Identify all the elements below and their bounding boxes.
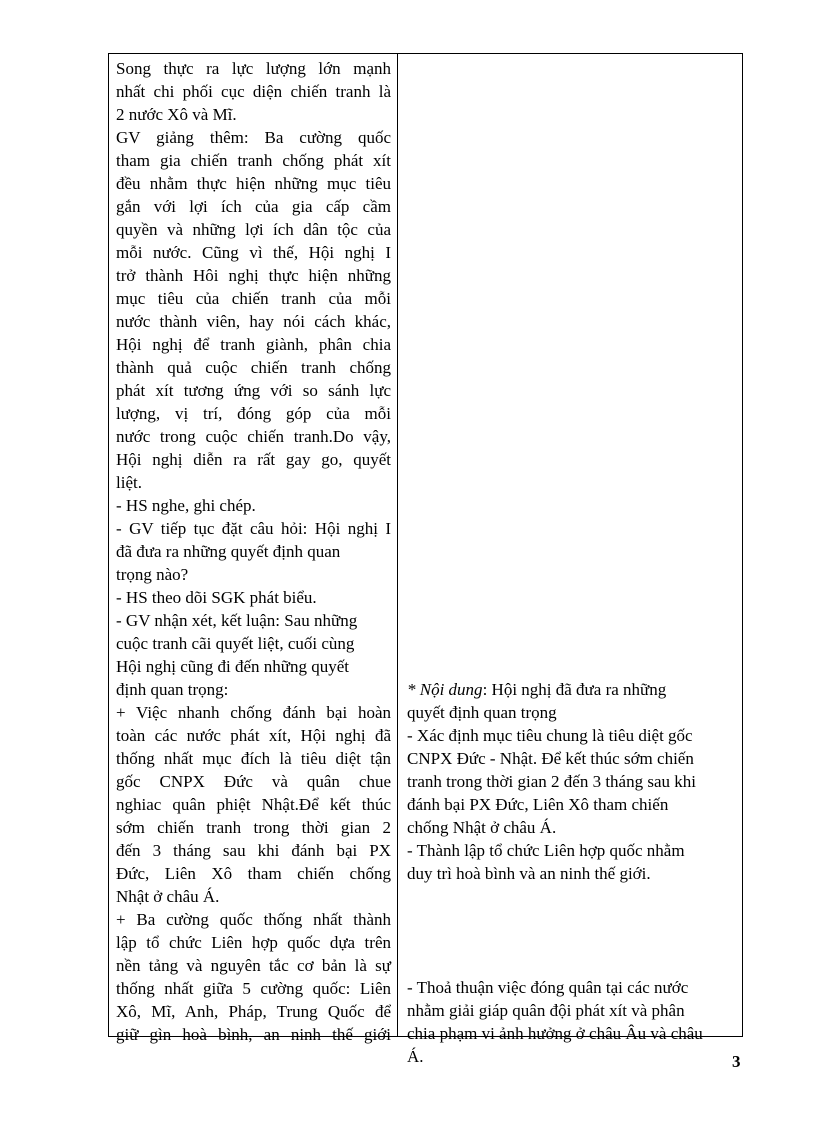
- right-lines-group-1: [407, 701, 734, 885]
- left-text-line: liệt.: [116, 473, 142, 492]
- left-text-line: trọng nào?: [116, 565, 189, 584]
- left-column-text: [116, 57, 391, 1046]
- left-text-line: Hội nghị diễn ra rất gay go, quyết: [116, 450, 391, 469]
- left-text-line: sớm chiến tranh trong thời gian 2: [116, 818, 391, 837]
- left-text-line: gốc CNPX Đức và quân chue: [116, 772, 391, 791]
- left-text-line: nước thành viên, hay nói cách khác,: [116, 312, 391, 331]
- left-text-line: giữ gìn hoà bình, an ninh thế giới: [116, 1025, 391, 1044]
- right-column-text-block-1: [407, 678, 734, 885]
- left-text-line: toàn các nước phát xít, Hội nghị đã: [116, 726, 391, 745]
- left-text-line: mục tiêu của chiến tranh của mỗi: [116, 289, 391, 308]
- right-text-line: - Thoả thuận việc đóng quân tại các nước: [407, 978, 689, 997]
- left-text-line: đều nhằm thực hiện những mục tiêu: [116, 174, 391, 193]
- right-text-line: - Xác định mục tiêu chung là tiêu diệt gốc: [407, 726, 693, 745]
- right-column: [398, 54, 742, 1066]
- left-text-line: Hội nghị để tranh giành, phân chia: [116, 335, 391, 354]
- left-text-line: lập tổ chức Liên hợp quốc dựa trên: [116, 933, 391, 952]
- right-text-line: - Thành lập tổ chức Liên hợp quốc nhằm: [407, 841, 685, 860]
- left-text-line: Nhật ở châu Á.: [116, 887, 220, 906]
- left-column: [109, 54, 398, 1044]
- left-text-line: + Việc nhanh chống đánh bại hoàn: [116, 703, 391, 722]
- left-text-line: - HS nghe, ghi chép.: [116, 496, 256, 515]
- right-text-line: tranh trong thời gian 2 đến 3 tháng sau khi: [407, 772, 696, 791]
- right-column-text-block-2: [407, 976, 734, 1068]
- left-text-line: - GV tiếp tục đặt câu hỏi: Hội nghị I: [116, 519, 391, 538]
- left-text-line: lượng, vị trí, đóng góp của mỗi: [116, 404, 391, 423]
- left-text-line: định quan trọng:: [116, 680, 229, 699]
- content-heading-line: [407, 678, 734, 701]
- right-text-line: nhằm giải giáp quân đội phát xít và phân: [407, 1001, 685, 1020]
- right-text-line: duy trì hoà bình và an ninh thế giới.: [407, 864, 651, 883]
- left-text-line: nhất chi phối cục diện chiến tranh là: [116, 82, 391, 101]
- left-text-line: thống nhất mục đích là tiêu diệt tận: [116, 749, 391, 768]
- left-text-line: Hội nghị cũng đi đến những quyết: [116, 657, 350, 676]
- left-text-line: + Ba cường quốc thống nhất thành: [116, 910, 391, 929]
- left-text-line: Song thực ra lực lượng lớn mạnh: [116, 59, 391, 78]
- right-text-line: đánh bại PX Đức, Liên Xô tham chiến: [407, 795, 669, 814]
- left-text-line: Đức, Liên Xô tham chiến chống: [116, 864, 391, 883]
- left-text-line: phát xít tương ứng với so sánh lực: [116, 381, 391, 400]
- right-text-line: Á.: [407, 1047, 424, 1066]
- left-text-line: - HS theo dõi SGK phát biểu.: [116, 588, 317, 607]
- content-table: [108, 53, 743, 1066]
- left-text-line: đã đưa ra những quyết định quan: [116, 542, 341, 561]
- left-text-line: nước trong cuộc chiến tranh.Do vậy,: [116, 427, 391, 446]
- left-text-line: tham gia chiến tranh chống phát xít: [116, 151, 391, 170]
- right-text-line: quyết định quan trọng: [407, 703, 557, 722]
- right-text-line: chống Nhật ở châu Á.: [407, 818, 557, 837]
- left-text-line: cuộc tranh cãi quyết liệt, cuối cùng: [116, 634, 355, 653]
- content-heading-label: * Nội dung: [407, 680, 483, 699]
- right-text-line: CNPX Đức - Nhật. Để kết thúc sớm chiến: [407, 749, 694, 768]
- left-text-line: GV giảng thêm: Ba cường quốc: [116, 128, 391, 147]
- left-text-line: 2 nước Xô và Mĩ.: [116, 105, 237, 124]
- left-text-line: nghiac quân phiệt Nhật.Để kết thúc: [116, 795, 391, 814]
- left-text-line: nền tảng và nguyên tắc cơ bản là sự: [116, 956, 391, 975]
- left-text-line: đến 3 tháng sau khi đánh bại PX: [116, 841, 391, 860]
- right-text-line: chia phạm vi ảnh hưởng ở châu Âu và châu: [407, 1024, 703, 1043]
- left-text-line: quyền và những lợi ích dân tộc của: [116, 220, 391, 239]
- right-lines-group-2: [407, 976, 734, 1068]
- content-heading-rest: : Hội nghị đã đưa ra những: [482, 680, 667, 699]
- page-number: 3: [732, 1052, 741, 1071]
- left-text-line: - GV nhận xét, kết luận: Sau những: [116, 611, 358, 630]
- left-text-line: Xô, Mĩ, Anh, Pháp, Trung Quốc để: [116, 1002, 391, 1021]
- left-text-line: gắn với lợi ích của gia cấp cầm: [116, 197, 391, 216]
- left-text-line: trở thành Hôi nghị thực hiện những: [116, 266, 391, 285]
- left-text-line: thành quả cuộc chiến tranh chống: [116, 358, 391, 377]
- left-text-line: mỗi nước. Cũng vì thế, Hội nghị I: [116, 243, 391, 262]
- left-text-line: thống nhất giữa 5 cường quốc: Liên: [116, 979, 391, 998]
